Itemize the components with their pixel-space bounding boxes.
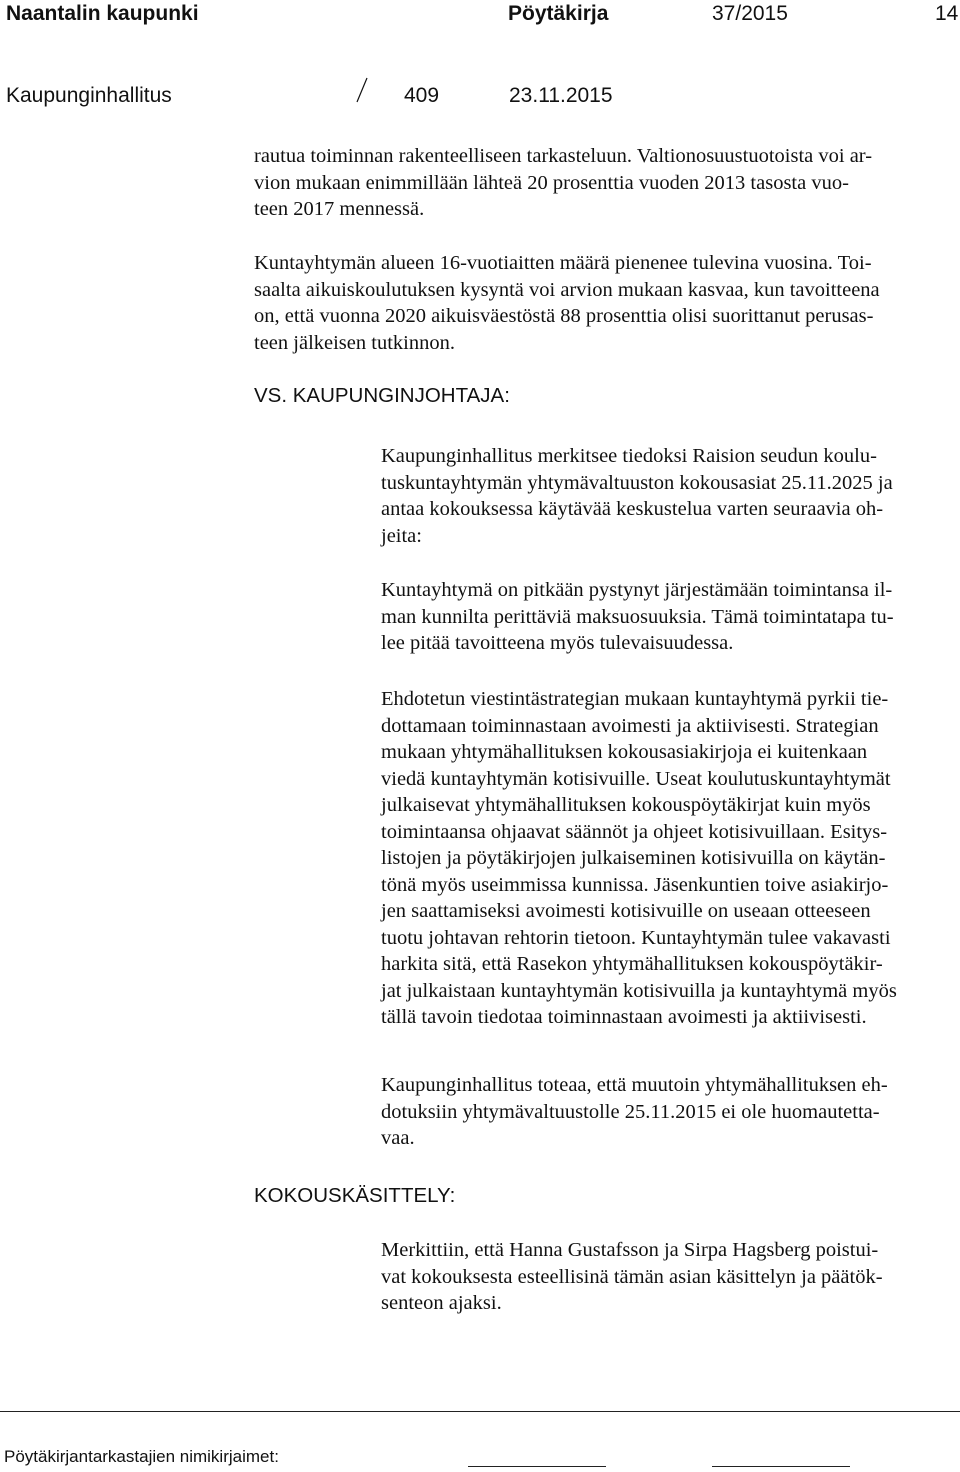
document-type: Pöytäkirja xyxy=(508,2,609,25)
body-name: Kaupunginhallitus xyxy=(6,84,172,107)
signature-line-2 xyxy=(712,1466,850,1467)
section-marker-icon xyxy=(356,76,368,104)
intro-paragraph-1: rautua toiminnan rakenteelliseen tarkasteluun. Valtionosuustuotoista voi ar- vion mukaan enimmillään lähteä 20 prosenttia vuoden 2013 tasosta vuo- teen 2017 mennessä. xyxy=(254,145,873,220)
proposal-paragraph-1: Kaupunginhallitus merkitsee tiedoksi Raision seudun koulu- tuskuntayhtymän yhtymävaltuuston kokousasiat 25.11.2025 ja antaa kokouksessa käytävää keskustelua varten seuraavia oh- jeita: xyxy=(381,445,893,547)
footer-divider xyxy=(0,1411,960,1412)
city-name: Naantalin kaupunki xyxy=(6,2,199,25)
signature-label: Pöytäkirjantarkastajien nimikirjaimet: xyxy=(4,1447,279,1466)
meeting-date: 23.11.2015 xyxy=(509,84,613,107)
proposal-paragraph-4: Kaupunginhallitus toteaa, että muutoin yhtymähallituksen eh- dotuksiin yhtymävaltuustolle 25.11.2015 ei ole huomautetta- vaa. xyxy=(381,1074,888,1149)
proposal-paragraph-3: Ehdotetun viestintästrategian mukaan kuntayhtymä pyrkii tie- dottamaan toiminnastaan avoimesti ja aktiivisesti. Strategian mukaan yhtymähallituksen kokousasiakirjoja ei kuitenkaan viedä kuntayhtymän kotisivuille. Useat koulutuskuntayhtymät julkaisevat yhtymähallituksen kokouspöytäkirjat kuin myös toimintaansa ohjaavat säännöt ja ohjeet kotisivuillaan. Esitys- listojen ja pöytäkirjojen julkaiseminen kotisivuilla on käytän- tönä myös useimmissa kunnissa. Jäsenkuntien toive asiakirjo- jen saattamiseksi avoimesti kotisivuille on useaan otteeseen tuotu johtavan rehtorin tietoon. Kuntayhtymän tulee vakavasti harkita sitä, että Rasekon yhtymähallituksen kokouspöytäkir- jat julkaistaan kuntayhtymän kotisivuilla ja kuntayhtymä myös tällä tavoin tiedotaa toiminnastaan avoimesti ja aktiivisesti. xyxy=(381,688,897,1028)
signature-line-1 xyxy=(468,1466,606,1467)
document-number: 37/2015 xyxy=(712,2,788,25)
section-number: 409 xyxy=(404,84,440,107)
section-label-city-manager: VS. KAUPUNGINJOHTAJA: xyxy=(254,384,510,407)
section-label-meeting-handling: KOKOUSKÄSITTELY: xyxy=(254,1184,456,1207)
intro-paragraph-2: Kuntayhtymän alueen 16-vuotiaitten määrä pienenee tulevina vuosina. Toi- saalta aikuiskoulutuksen kysyntä voi arvion mukaan kasvaa, kun tavoitteena on, että vuonna 2020 aikuisväestöstä 88 prosenttia olisi suorittanut perusas- teen jälkeisen tutkinnon. xyxy=(254,252,880,354)
proposal-paragraph-2: Kuntayhtymä on pitkään pystynyt järjestämään toimintansa il- man kunnilta perittäviä maksuosuuksia. Tämä toimintatapa tu- lee pitää tavoitteena myös tulevaisuudessa. xyxy=(381,579,894,654)
page-number: 14 xyxy=(935,2,959,25)
meeting-paragraph-1: Merkittiin, että Hanna Gustafsson ja Sirpa Hagsberg poistui- vat kokouksesta esteellisinä tämän asian käsittelyn ja päätök- senteon ajaksi. xyxy=(381,1239,883,1314)
